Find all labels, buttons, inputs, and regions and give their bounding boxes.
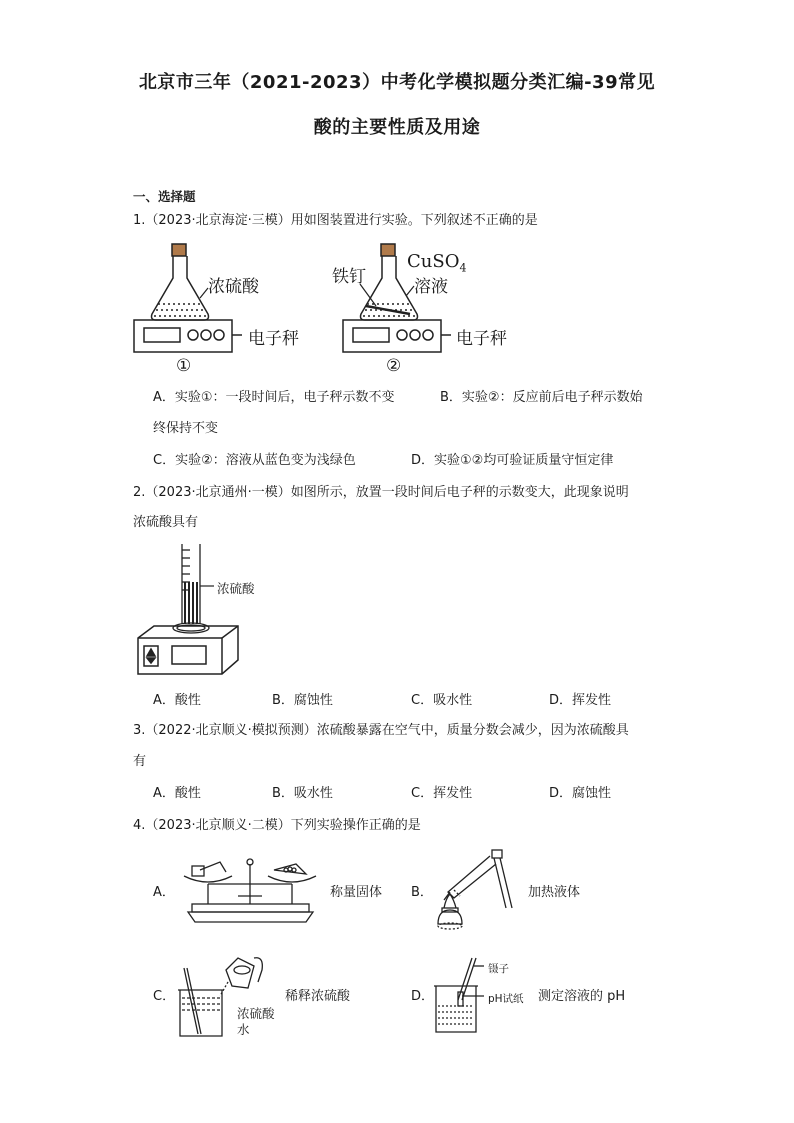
heating-liquid-icon <box>430 846 530 941</box>
q2-option-c: C．吸水性 <box>411 693 473 708</box>
q1-figure <box>130 240 550 380</box>
q4-option-d-letter: D． <box>411 989 435 1004</box>
q4-option-a-text: 称量固体 <box>330 885 383 900</box>
page-title-line1: 北京市三年（2021-2023）中考化学模拟题分类汇编-39常见 <box>138 72 656 93</box>
q4-option-a-letter: A． <box>153 885 175 900</box>
dilution-icon <box>176 948 276 1040</box>
q4-option-c-acid-label: 浓硫酸 <box>237 1006 275 1021</box>
q3-stem-line1: 3.（2022·北京顺义·模拟预测）浓硫酸暴露在空气中，质量分数会减少，因为浓硫酸具 <box>133 723 629 738</box>
q3-option-d: D．腐蚀性 <box>549 786 612 801</box>
q2-option-a: A．酸性 <box>153 693 201 708</box>
ph-test-icon <box>432 956 492 1036</box>
q1-num1: ① <box>176 356 192 376</box>
q1-option-d: D．实验①②均可验证质量守恒定律 <box>411 453 614 468</box>
page-title-line2: 酸的主要性质及用途 <box>313 117 481 138</box>
q4-option-b-text: 加热液体 <box>528 885 581 900</box>
q1-option-a: A．实验①：一段时间后，电子秤示数不变 <box>153 390 395 405</box>
scale-1-icon <box>134 320 242 352</box>
q1-stem: 1.（2023·北京海淀·三模）用如图装置进行实验。下列叙述不正确的是 <box>133 213 538 228</box>
q1-scale1-label: 电子秤 <box>248 329 299 349</box>
q2-option-b: B．腐蚀性 <box>272 693 333 708</box>
q2-figure <box>134 542 244 682</box>
q2-option-d: D．挥发性 <box>549 693 612 708</box>
q3-option-a: A．酸性 <box>153 786 201 801</box>
q3-option-c: C．挥发性 <box>411 786 473 801</box>
q2-stem-line2: 浓硫酸具有 <box>133 515 199 530</box>
scale-2-icon <box>343 320 451 352</box>
q1-option-b-cont: 终保持不变 <box>153 421 219 436</box>
q2-figure-label: 浓硫酸 <box>217 581 255 596</box>
q4-option-d-paper-label: pH试纸 <box>488 993 524 1005</box>
q4-option-c-water-label: 水 <box>237 1022 250 1037</box>
q1-solution-label: 溶液 <box>414 277 448 297</box>
q4-option-d-text: 测定溶液的 pH <box>538 989 626 1004</box>
q1-option-c: C．实验②：溶液从蓝色变为浅绿色 <box>153 453 356 468</box>
balance-icon <box>178 856 323 926</box>
q1-num2: ② <box>386 356 402 376</box>
q1-nail-label: 铁钉 <box>332 267 366 287</box>
q4-option-b-letter: B． <box>411 885 433 900</box>
q3-stem-line2: 有 <box>133 754 147 769</box>
q4-option-c-text: 稀释浓硫酸 <box>285 989 351 1004</box>
section-heading: 一、选择题 <box>133 189 196 204</box>
q4-option-d-tweezers-label: 镊子 <box>488 963 509 975</box>
q3-option-b: B．吸水性 <box>272 786 333 801</box>
graduated-cylinder-icon <box>173 544 209 633</box>
q1-scale2-label: 电子秤 <box>456 329 507 349</box>
q4-option-c-letter: C． <box>153 989 176 1004</box>
q2-stem-line1: 2.（2023·北京通州·一模）如图所示，放置一段时间后电子秤的示数变大，此现象说明 <box>133 485 629 500</box>
q1-exp1-label: 浓硫酸 <box>208 277 259 297</box>
flask-1-icon <box>152 244 209 320</box>
q1-option-b: B．实验②：反应前后电子秤示数始 <box>440 390 643 405</box>
q4-stem: 4.（2023·北京顺义·二模）下列实验操作正确的是 <box>133 818 421 833</box>
q1-cuso4-label: CuSO$_4$ <box>407 251 467 275</box>
